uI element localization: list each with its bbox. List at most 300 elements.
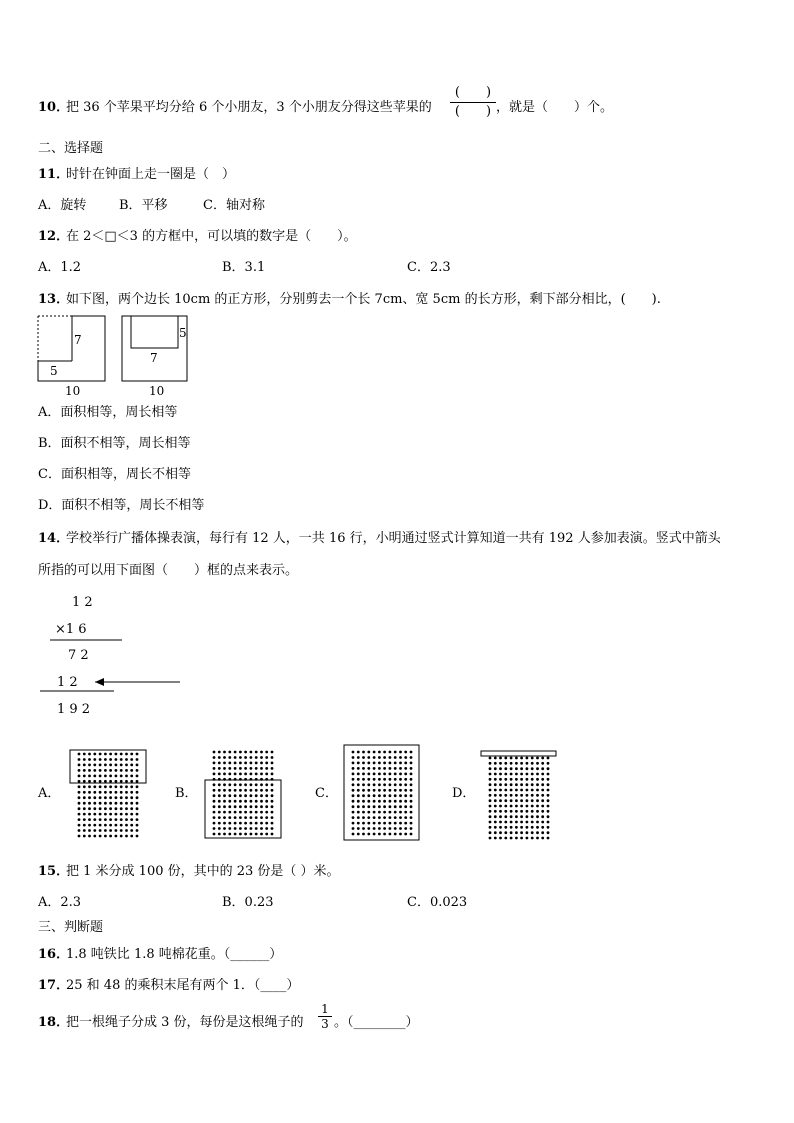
dot [526, 831, 529, 834]
dot [109, 769, 112, 772]
dot [531, 805, 534, 808]
dot [244, 811, 247, 814]
dot [234, 827, 237, 830]
dot [88, 818, 91, 821]
dot [78, 802, 81, 805]
dot [109, 780, 112, 783]
dot [136, 764, 139, 767]
dot [104, 785, 107, 788]
dot [213, 783, 216, 786]
q12-option-b[interactable]: B．3.1 [222, 260, 266, 275]
section-choice-heading: 二、选择题 [38, 141, 104, 156]
dot [93, 824, 96, 827]
dot [383, 756, 386, 759]
dot [394, 794, 397, 797]
dot [223, 794, 226, 797]
dot [373, 833, 376, 836]
dot [362, 789, 365, 792]
dot [410, 833, 413, 836]
dot [109, 818, 112, 821]
dot [78, 796, 81, 799]
q14-option-d[interactable]: D． [452, 786, 476, 801]
dot [399, 827, 402, 830]
dot [244, 783, 247, 786]
q14-option-a[interactable]: A． [38, 786, 61, 801]
dot [228, 773, 231, 776]
dot [250, 762, 253, 765]
dot [120, 791, 123, 794]
dot [265, 773, 268, 776]
dot [109, 796, 112, 799]
dot [265, 800, 268, 803]
dot [526, 773, 529, 776]
dot [504, 799, 507, 802]
dot [78, 764, 81, 767]
dot [93, 796, 96, 799]
dot [218, 783, 221, 786]
dot [265, 822, 268, 825]
dot [120, 796, 123, 799]
dot [115, 802, 118, 805]
dot [78, 753, 81, 756]
dot [526, 815, 529, 818]
q13-option-b[interactable]: B．面积不相等，周长相等 [38, 436, 191, 451]
dot [373, 751, 376, 754]
dot [526, 757, 529, 760]
dot [223, 783, 226, 786]
dot [389, 751, 392, 754]
q10-text: 把 36 个苹果平均分给 6 个小朋友，3 个小朋友分得这些苹果的 [66, 100, 432, 115]
dot [494, 762, 497, 765]
dot [88, 829, 91, 832]
dot [410, 822, 413, 825]
dot [83, 796, 86, 799]
dot [378, 767, 381, 770]
dot [547, 805, 550, 808]
q13-right-label-7: 7 [150, 351, 158, 365]
dot [213, 762, 216, 765]
dot [228, 756, 231, 759]
dot [520, 826, 523, 829]
dot [510, 794, 513, 797]
dot [357, 751, 360, 754]
dot [352, 833, 355, 836]
dot [404, 767, 407, 770]
dot [213, 811, 216, 814]
dot [99, 813, 102, 816]
dot [234, 756, 237, 759]
dot [367, 794, 370, 797]
dot [250, 811, 253, 814]
dot [218, 827, 221, 830]
dot [378, 773, 381, 776]
dot [373, 822, 376, 825]
dot [383, 794, 386, 797]
dot [541, 794, 544, 797]
dot [244, 816, 247, 819]
dot [394, 762, 397, 765]
dot [373, 789, 376, 792]
dot [510, 767, 513, 770]
dot [394, 833, 397, 836]
dot [410, 827, 413, 830]
dot [499, 821, 502, 824]
q14-number: 14． [38, 531, 70, 546]
q15-option-c[interactable]: C．0.023 [407, 895, 468, 910]
dot [255, 833, 258, 836]
dot [357, 811, 360, 814]
dot [213, 822, 216, 825]
q15-option-b[interactable]: B．0.23 [222, 895, 274, 910]
dot [367, 783, 370, 786]
dot [223, 811, 226, 814]
dot [255, 783, 258, 786]
dot [489, 757, 492, 760]
dot [367, 805, 370, 808]
dot [526, 826, 529, 829]
q16-number: 16． [38, 947, 70, 962]
q18-tail: 。（________） [334, 1015, 419, 1030]
dot [504, 837, 507, 840]
dot [352, 756, 355, 759]
dot [244, 833, 247, 836]
dot [223, 833, 226, 836]
dot [260, 800, 263, 803]
q11-text: 时针在钟面上走一圈是（ ） [66, 167, 236, 182]
dot [125, 824, 128, 827]
dot [115, 813, 118, 816]
dot [120, 769, 123, 772]
dot [510, 805, 513, 808]
dot [271, 767, 274, 770]
dot [115, 780, 118, 783]
dot [120, 807, 123, 810]
q10-number: 10． [38, 100, 70, 115]
dot [271, 800, 274, 803]
dot [250, 794, 253, 797]
dot [383, 827, 386, 830]
dot [526, 789, 529, 792]
dot [531, 767, 534, 770]
dot [362, 751, 365, 754]
q14-line2: 所指的可以用下面图（ ）框的点来表示。 [38, 563, 299, 578]
q10-tail: ，就是（ ）个。 [496, 100, 614, 115]
dot [357, 762, 360, 765]
dot [136, 791, 139, 794]
dot [499, 757, 502, 760]
q13-option-a[interactable]: A．面积相等，周长相等 [38, 405, 178, 420]
q15-number: 15． [38, 864, 70, 879]
dot [504, 794, 507, 797]
dot [367, 778, 370, 781]
dot [88, 775, 91, 778]
dot [526, 799, 529, 802]
dot [125, 796, 128, 799]
dot [228, 762, 231, 765]
dot [389, 805, 392, 808]
dot [399, 805, 402, 808]
q13-number: 13． [38, 292, 70, 307]
dot [93, 785, 96, 788]
dot [250, 805, 253, 808]
dot [271, 833, 274, 836]
dot [494, 821, 497, 824]
dot [541, 837, 544, 840]
dot [504, 757, 507, 760]
dot [378, 794, 381, 797]
dot [255, 822, 258, 825]
dot [394, 811, 397, 814]
dot [99, 780, 102, 783]
dot [383, 773, 386, 776]
dot [228, 767, 231, 770]
dot [255, 789, 258, 792]
q14-calc-row-3: 7 2 [68, 648, 89, 663]
dot [99, 835, 102, 838]
dot [541, 831, 544, 834]
dot [223, 778, 226, 781]
dot [352, 773, 355, 776]
dot [88, 807, 91, 810]
dot [383, 783, 386, 786]
q18-number: 18． [38, 1015, 70, 1030]
dot [394, 773, 397, 776]
dot [494, 767, 497, 770]
dot [531, 831, 534, 834]
dot [130, 769, 133, 772]
dot [410, 794, 413, 797]
dot [536, 762, 539, 765]
dot [234, 805, 237, 808]
dot [504, 778, 507, 781]
dot [115, 775, 118, 778]
dot [399, 816, 402, 819]
dot [373, 816, 376, 819]
dot [531, 799, 534, 802]
q14-dot-grid-c [352, 751, 413, 836]
dot [536, 794, 539, 797]
dot [515, 810, 518, 813]
dot [250, 800, 253, 803]
dot [125, 753, 128, 756]
dot [536, 778, 539, 781]
dot [383, 805, 386, 808]
dot [510, 783, 513, 786]
dot [130, 775, 133, 778]
dot [489, 767, 492, 770]
dot [250, 789, 253, 792]
dot [357, 805, 360, 808]
dot [394, 751, 397, 754]
dot [378, 762, 381, 765]
dot [218, 816, 221, 819]
dot [265, 805, 268, 808]
dot [125, 835, 128, 838]
dot [88, 785, 91, 788]
q13-option-c[interactable]: C．面积相等，周长不相等 [38, 467, 191, 482]
dot [120, 758, 123, 761]
dot [536, 831, 539, 834]
q12-option-a[interactable]: A．1.2 [38, 260, 82, 275]
dot [136, 802, 139, 805]
dot [115, 807, 118, 810]
dot [213, 833, 216, 836]
dot [367, 773, 370, 776]
dot [373, 800, 376, 803]
dot [352, 794, 355, 797]
dot [531, 821, 534, 824]
dot [93, 829, 96, 832]
dot [104, 824, 107, 827]
dot [352, 767, 355, 770]
dot [494, 778, 497, 781]
dot [520, 789, 523, 792]
q15-option-a[interactable]: A．2.3 [38, 895, 82, 910]
q17-text: 25 和 48 的乘积末尾有两个 1．（____） [66, 978, 300, 993]
dot [399, 762, 402, 765]
dot [130, 764, 133, 767]
dot [250, 756, 253, 759]
dot [547, 815, 550, 818]
dot [250, 751, 253, 754]
dot [255, 751, 258, 754]
dot [404, 783, 407, 786]
dot [88, 796, 91, 799]
dot [541, 789, 544, 792]
dot [526, 794, 529, 797]
dot [130, 835, 133, 838]
q13-left-square [38, 316, 105, 381]
dot [223, 789, 226, 792]
dot [494, 757, 497, 760]
dot [357, 816, 360, 819]
dot [357, 773, 360, 776]
dot [367, 822, 370, 825]
dot [130, 753, 133, 756]
q14-option-b[interactable]: B． [175, 786, 198, 801]
dot [234, 762, 237, 765]
dot [547, 794, 550, 797]
dot [99, 758, 102, 761]
dot [136, 807, 139, 810]
dot [223, 762, 226, 765]
dot [104, 769, 107, 772]
dot [389, 800, 392, 803]
dot [357, 833, 360, 836]
dot [526, 783, 529, 786]
q14-frame-d [481, 751, 556, 756]
dot [378, 811, 381, 814]
q13-left-label-5: 5 [50, 364, 58, 378]
dot [352, 827, 355, 830]
dot [520, 831, 523, 834]
dot [494, 773, 497, 776]
dot [352, 811, 355, 814]
dot [531, 783, 534, 786]
q14-option-c[interactable]: C． [315, 786, 338, 801]
dot [389, 816, 392, 819]
dot [271, 827, 274, 830]
dot [271, 811, 274, 814]
dot [136, 835, 139, 838]
q11-option-b[interactable]: B．平移 [119, 198, 168, 213]
dot [130, 813, 133, 816]
dot [515, 805, 518, 808]
dot [255, 756, 258, 759]
q11-option-a[interactable]: A．旋转 [38, 198, 87, 213]
dot [104, 791, 107, 794]
dot [494, 783, 497, 786]
dot [394, 827, 397, 830]
dot [260, 811, 263, 814]
dot [99, 824, 102, 827]
dot [547, 762, 550, 765]
dot [494, 789, 497, 792]
dot [228, 811, 231, 814]
dot [109, 785, 112, 788]
dot [136, 753, 139, 756]
dot [130, 780, 133, 783]
dot [228, 794, 231, 797]
dot [383, 767, 386, 770]
dot [93, 818, 96, 821]
dot [88, 780, 91, 783]
dot [120, 824, 123, 827]
dot [352, 789, 355, 792]
dot [125, 769, 128, 772]
dot [104, 818, 107, 821]
dot [489, 778, 492, 781]
dot [88, 813, 91, 816]
dot [389, 767, 392, 770]
dot [239, 751, 242, 754]
dot [499, 783, 502, 786]
dot [520, 815, 523, 818]
dot [404, 811, 407, 814]
dot [547, 821, 550, 824]
q11-option-c[interactable]: C．轴对称 [203, 198, 265, 213]
dot [228, 822, 231, 825]
dot [357, 800, 360, 803]
dot [536, 821, 539, 824]
dot [255, 811, 258, 814]
dot [125, 807, 128, 810]
dot [239, 833, 242, 836]
dot [389, 789, 392, 792]
dot [78, 835, 81, 838]
dot [115, 791, 118, 794]
dot [93, 791, 96, 794]
q13-option-d[interactable]: D．面积不相等，周长不相等 [38, 498, 205, 513]
dot [234, 794, 237, 797]
dot [536, 810, 539, 813]
dot [83, 791, 86, 794]
dot [504, 826, 507, 829]
dot [357, 822, 360, 825]
q12-option-c[interactable]: C．2.3 [407, 260, 451, 275]
dot [218, 805, 221, 808]
dot [99, 769, 102, 772]
dot [265, 762, 268, 765]
dot [125, 791, 128, 794]
dot [244, 751, 247, 754]
dot [541, 821, 544, 824]
dot [213, 805, 216, 808]
dot [489, 805, 492, 808]
dot [271, 762, 274, 765]
dot [541, 783, 544, 786]
dot [136, 775, 139, 778]
